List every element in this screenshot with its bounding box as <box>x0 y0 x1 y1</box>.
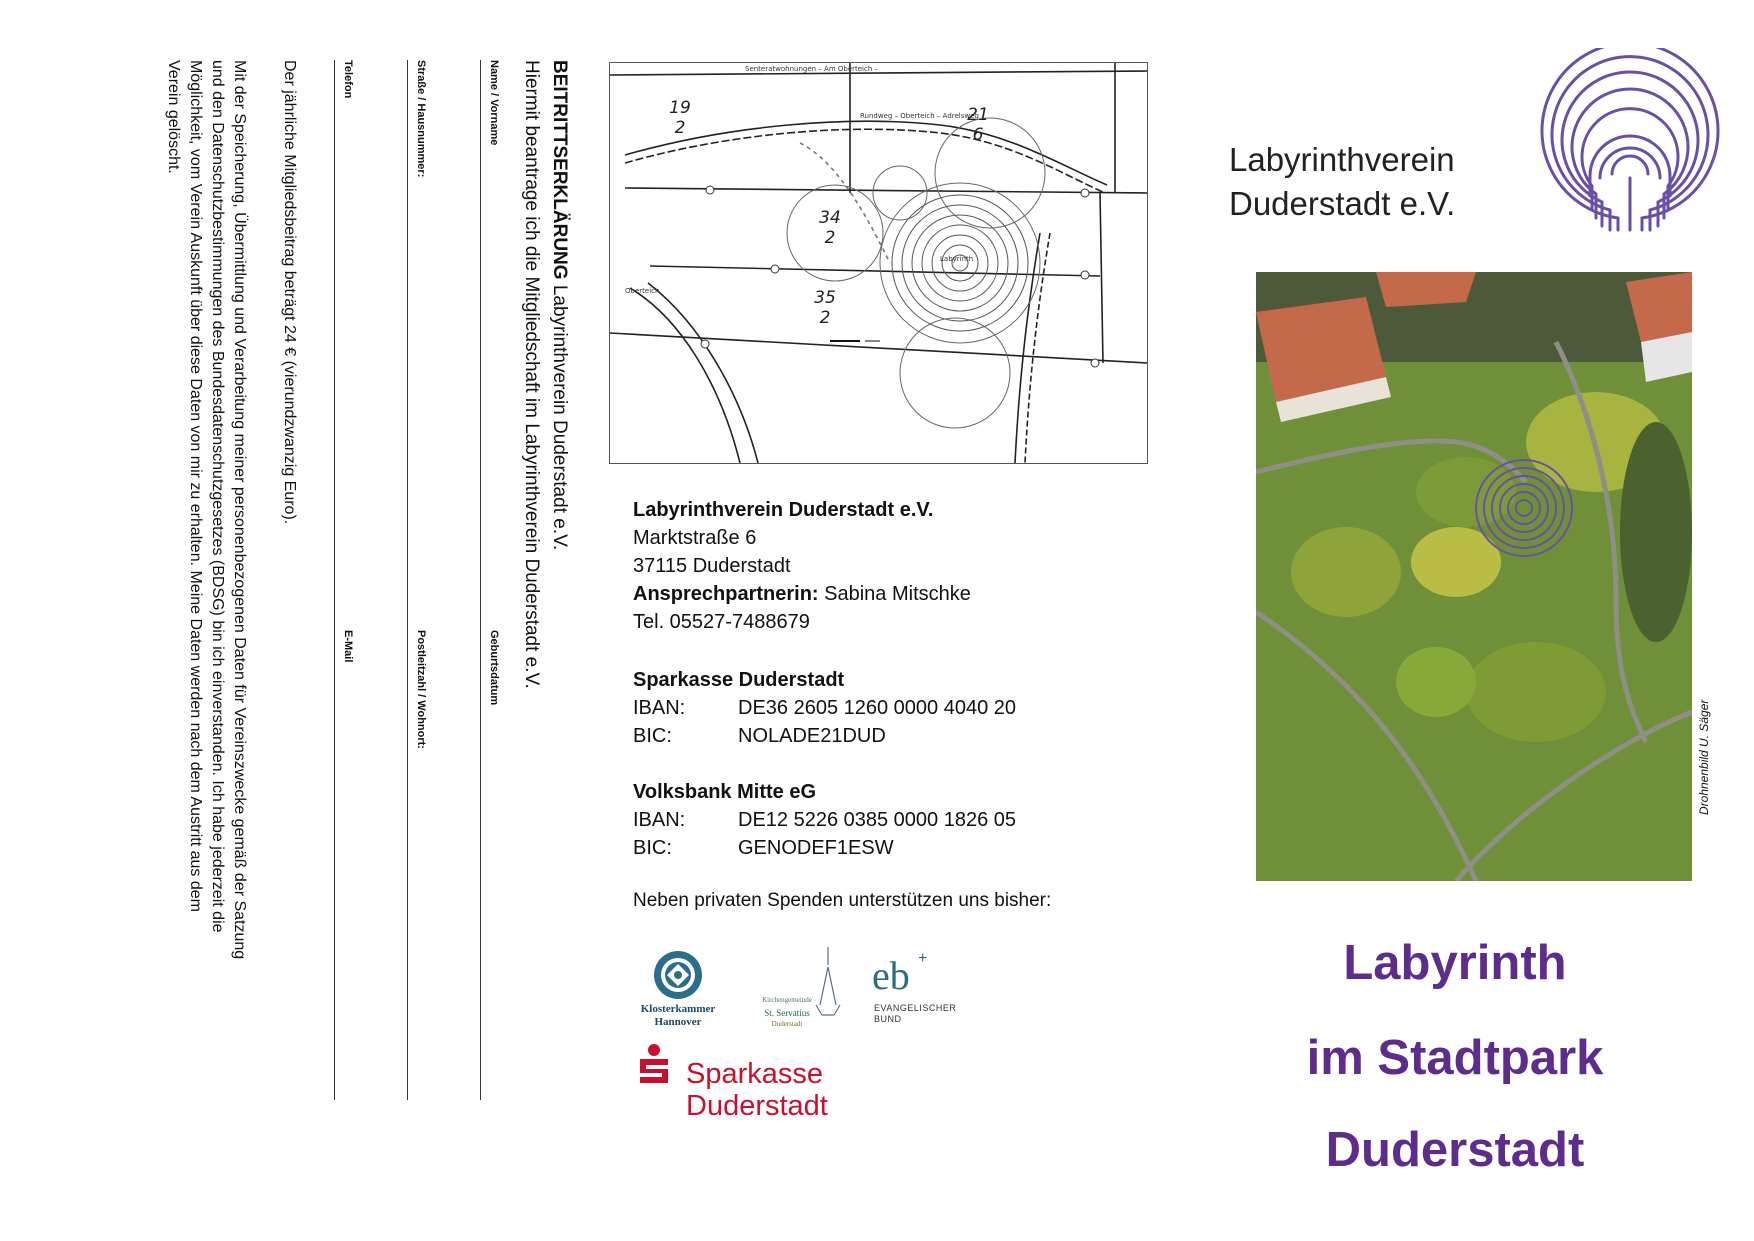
iban-label: IBAN: <box>633 697 686 719</box>
plan-labyrinth-label: Labyrinth <box>940 255 974 263</box>
eb-star-icon: + <box>918 950 928 967</box>
bank-name: Sparkasse Duderstadt <box>633 669 845 691</box>
labyrinth-logo-icon <box>1530 48 1730 234</box>
sparkasse-logo-icon <box>636 1043 672 1087</box>
iban-value: DE12 5226 0385 0000 1826 05 <box>738 809 1017 831</box>
servatius-text-1: Kirchengemeinde <box>762 996 812 1004</box>
servatius-text-3: Duderstadt <box>771 1020 803 1028</box>
street-label: Straße / Hausnummer: <box>415 60 427 178</box>
plan-path-label: Rundweg – Oberteich – Adrelsweg <box>860 112 979 120</box>
postcode-label: Postleitzahl / Wohnort: <box>415 630 427 749</box>
privacy-line-2: und den Datenschutzbestimmungen des Bundesdatenschutzgesetzes (BDSG) bin ich einverstanden. Ich habe jederzeit die <box>209 60 226 933</box>
email-label: E-Mail <box>342 630 354 663</box>
plot-19-bottom: 2 <box>674 118 686 138</box>
bic-value: GENODEF1ESW <box>738 837 894 859</box>
iban-label: IBAN: <box>633 809 686 831</box>
membership-form <box>50 60 570 1160</box>
privacy-line-1: Mit der Speicherung, Übermittlung und Verarbeitung meiner personenbezogenen Daten für Vereinszwecke gemäß der Satzung <box>231 60 248 960</box>
form-subtitle: Hiermit beantrage ich die Mitgliedschaft im Labyrinthverein Duderstadt e.V. <box>521 60 542 689</box>
contact-line[interactable] <box>334 60 335 1100</box>
plan-street-label: Senteratwohnungen – Am Oberteich – <box>745 65 879 73</box>
site-plan-drawing <box>610 63 1147 463</box>
plot-19-top: 19 <box>669 98 691 118</box>
plot-21-bottom: 6 <box>972 125 984 145</box>
klosterkammer-logo-icon <box>653 950 703 1000</box>
contact-name: Sabina Mitschke <box>818 583 971 605</box>
privacy-line-4: Verein gelöscht. <box>165 60 182 174</box>
form-title: BEITRITTSERKLÄRUNG Labyrinthverein Duderstadt e.V. <box>549 60 570 551</box>
cover-title-line-1: Labyrinth <box>1343 936 1567 990</box>
contact-block <box>633 496 971 636</box>
plot-35-top: 35 <box>814 288 836 308</box>
plot-21-top: 21 <box>967 105 989 125</box>
contact-label: Ansprechpartnerin: <box>633 583 819 605</box>
membership-form-panel <box>0 0 600 1241</box>
bic-label: BIC: <box>633 725 672 747</box>
cover-title-line-3: Duderstadt <box>1325 1123 1585 1177</box>
contact-city: 37115 Duderstadt <box>633 555 791 577</box>
cover-title-line-2: im Stadtpark <box>1306 1031 1604 1085</box>
plan-pond-label: Oberteich <box>625 287 660 295</box>
bic-label: BIC: <box>633 837 672 859</box>
birthdate-label: Geburtsdatum <box>488 630 500 706</box>
phone-label: Telefon <box>342 60 354 99</box>
plot-35-bottom: 2 <box>819 308 831 328</box>
plot-34-top: 34 <box>819 208 841 228</box>
address-line[interactable] <box>407 60 408 1100</box>
sparkasse-text: Sparkasse Duderstadt <box>686 1058 828 1122</box>
eb-logo-text: eb <box>872 953 910 998</box>
name-birthdate-line[interactable] <box>480 60 481 1100</box>
contact-phone: Tel. 05527-7488679 <box>633 611 810 633</box>
photo-credit: Drohnenbild U. Säger <box>1697 699 1711 815</box>
contact-street: Marktstraße 6 <box>633 527 757 549</box>
org-name: Labyrinthverein Duderstadt e.V. <box>1229 141 1456 222</box>
name-label: Name / Vorname <box>488 60 500 146</box>
aerial-park-photo <box>1256 272 1692 881</box>
bank-sparkasse <box>633 666 1016 750</box>
servatius-text-2: St. Servatius <box>764 1008 810 1018</box>
iban-value: DE36 2605 1260 0000 4040 20 <box>738 697 1017 719</box>
privacy-line-3: Möglichkeit, vom Verein Auskunft über diese Daten von mir zu erhalten. Meine Daten werden nach dem Austritt aus dem <box>187 60 204 912</box>
eb-subtext: EVANGELISCHER BUND <box>874 1003 957 1024</box>
contact-org: Labyrinthverein Duderstadt e.V. <box>633 499 934 521</box>
sponsor-intro: Neben privaten Spenden unterstützen uns bisher: <box>633 890 1052 911</box>
plot-34-bottom: 2 <box>824 228 836 248</box>
site-plan <box>609 62 1148 464</box>
bank-name: Volksbank Mitte eG <box>633 781 817 803</box>
bic-value: NOLADE21DUD <box>738 725 886 747</box>
fee-text: Der jährliche Mitgliedsbeitrag beträgt 24 € (vierundzwanzig Euro). <box>281 60 298 525</box>
bank-volksbank <box>633 778 1016 862</box>
klosterkammer-text: Klosterkammer Hannover <box>640 1003 716 1028</box>
